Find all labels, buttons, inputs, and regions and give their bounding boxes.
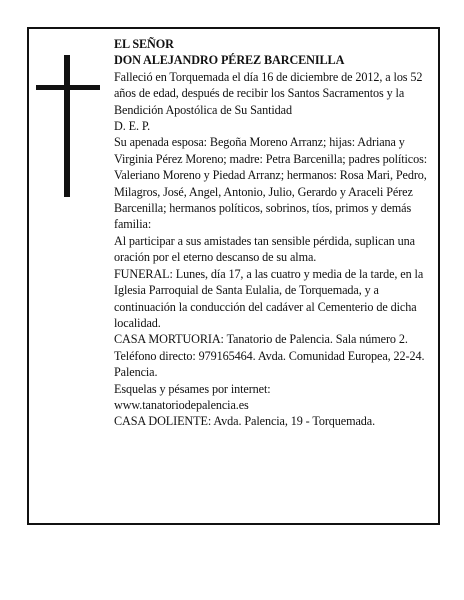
death-paragraph: Falleció en Torquemada el día 16 de diciembre de 2012, a los 52 años de edad, después de recibir los Santos Sacramentos y la Bendición Apostólica de Su Santidad (114, 69, 423, 117)
internet-url: www.tanatoriodepalencia.es (114, 397, 249, 412)
family-paragraph: Su apenada esposa: Begoña Moreno Arranz; hijas: Adriana y Virginia Pérez Moreno; madre: Petra Barcenilla; padres políticos: Valeriano Moreno y Piedad Arranz; hermanos: Rosa Mari, Pedro, Milagros, José, Angel, Antonio, Julio, Gerardo y Araceli Pérez Barcenilla; hermanos políticos, sobrinos, tíos, primos y demás familia: (114, 135, 428, 232)
mortuary-paragraph: CASA MORTUORIA: Tanatorio de Palencia. Sala número 2. Teléfono directo: 979165464. Avda. Comunidad Europea, 22-24. Palencia. (114, 332, 425, 380)
obituary-text (114, 36, 432, 430)
cross-horizontal-bar (36, 85, 100, 90)
request-paragraph: Al participar a sus amistades tan sensible pérdida, suplican una oración por el eterno descanso de su alma. (114, 233, 415, 265)
deceased-name: DON ALEJANDRO PÉREZ BARCENILLA (114, 53, 345, 68)
dep-line: D. E. P. (114, 119, 151, 134)
title-line-1: EL SEÑOR (114, 37, 174, 51)
latin-cross-icon (36, 55, 100, 197)
residence-paragraph: CASA DOLIENTE: Avda. Palencia, 19 - Torquemada. (114, 414, 376, 429)
internet-label: Esquelas y pésames por internet: (114, 381, 271, 396)
cross-vertical-bar (64, 55, 70, 197)
funeral-paragraph: FUNERAL: Lunes, día 17, a las cuatro y media de la tarde, en la Iglesia Parroquial de Santa Eulalia, de Torquemada, y a continuación la conducción del cadáver al Cementerio de dicha localidad. (114, 266, 424, 330)
